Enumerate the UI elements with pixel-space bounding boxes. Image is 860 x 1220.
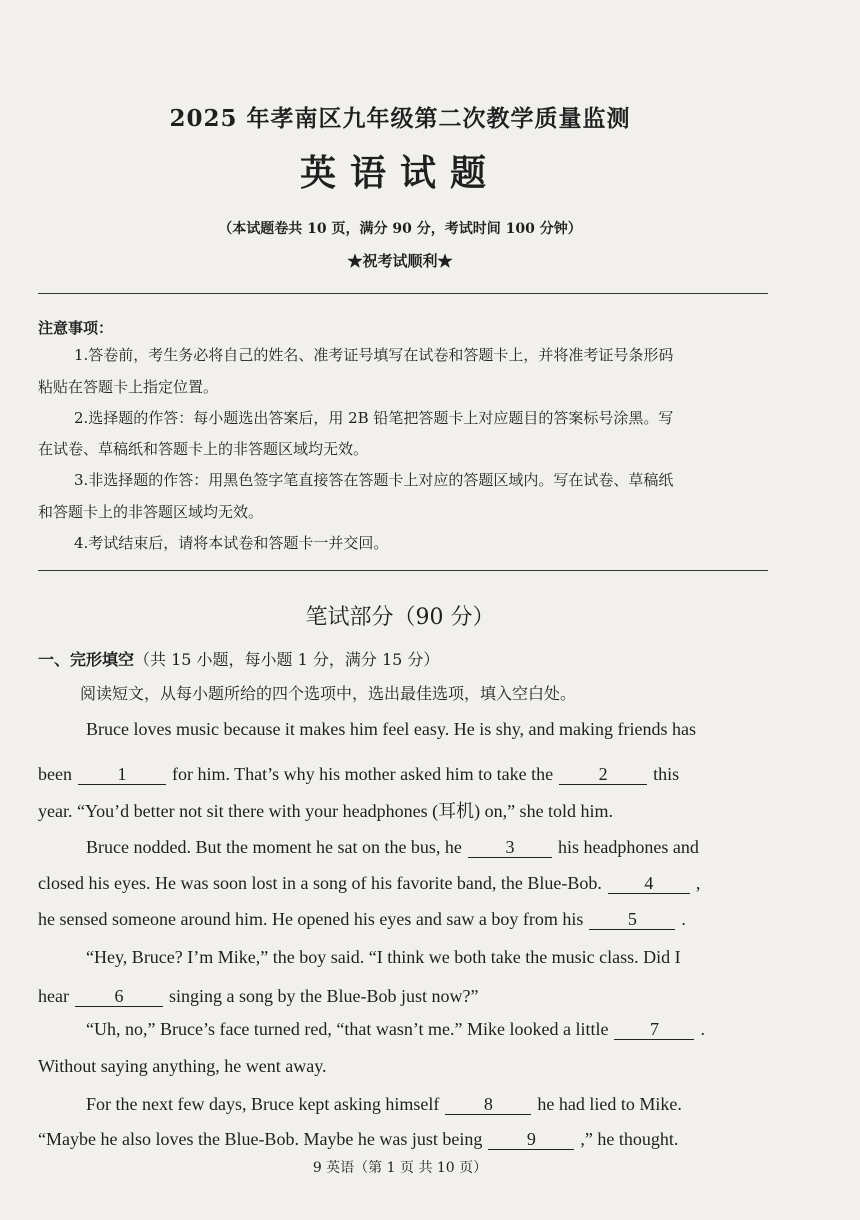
passage-text: For the next few days, Bruce kept asking himself <box>86 1094 440 1114</box>
passage-line-12 <box>38 1128 678 1150</box>
blank-9: 9 <box>488 1129 574 1150</box>
part-heading <box>38 650 439 670</box>
passage-text: his headphones and <box>557 837 699 857</box>
passage-text: hear <box>38 986 69 1006</box>
section-title: 笔试部分（90 分） <box>305 605 495 630</box>
passage-line-11 <box>86 1093 682 1115</box>
blank-1: 1 <box>78 764 166 785</box>
notes-heading: 注意事项： <box>38 319 114 337</box>
note-2-line-2: 在试卷、草稿纸和答题卡上的非答题区域均无效。 <box>38 440 369 458</box>
passage-text: . <box>700 1019 705 1039</box>
passage-line-3: year. “You’d better not sit there with your headphones (耳机) on,” she told him. <box>38 801 614 821</box>
passage-line-6 <box>38 908 686 930</box>
passage-text: , <box>695 873 701 893</box>
subject-title: 英语试题 <box>299 152 500 194</box>
blank-6: 6 <box>75 986 163 1007</box>
passage-line-2 <box>38 763 679 785</box>
blank-8: 8 <box>445 1094 531 1115</box>
blank-5: 5 <box>589 909 675 930</box>
passage-text: for him. That’s why his mother asked him to take the <box>171 764 554 784</box>
passage-text: he sensed someone around him. He opened his eyes and saw a boy from his <box>38 909 584 929</box>
passage-line-7: “Hey, Bruce? I’m Mike,” the boy said. “I think we both take the music class. Did I <box>86 947 681 967</box>
passage-line-4 <box>86 836 699 858</box>
passage-text: “Maybe he also loves the Blue-Bob. Maybe he was just being <box>38 1129 483 1149</box>
note-3-line-1: 3.非选择题的作答：用黑色签字笔直接答在答题卡上对应的答题区域内。写在试卷、草稿纸 <box>74 471 674 489</box>
passage-text: been <box>38 764 72 784</box>
passage-text: ,” he thought. <box>580 1129 679 1149</box>
passage-text: Bruce nodded. But the moment he sat on the bus, he <box>86 837 462 857</box>
passage-text: this <box>653 764 680 784</box>
note-2-line-1: 2.选择题的作答：每小题选出答案后，用 2B 铅笔把答题卡上对应题目的答案标号涂黑。写 <box>74 409 674 427</box>
instruction: 阅读短文，从每小题所给的四个选项中，选出最佳选项，填入空白处。 <box>80 684 577 703</box>
passage-line-1: Bruce loves music because it makes him feel easy. He is shy, and making friends has <box>86 719 696 739</box>
passage-text: he had lied to Mike. <box>537 1094 682 1114</box>
bottom-divider <box>38 570 768 571</box>
note-3-line-2: 和答题卡上的非答题区域均无效。 <box>38 503 264 521</box>
passage-line-9 <box>86 1018 705 1040</box>
passage-line-8 <box>38 985 478 1007</box>
blank-4: 4 <box>608 873 690 894</box>
note-1-line-1: 1.答卷前，考生务必将自己的姓名、准考证号填写在试卷和答题卡上，并将准考证号条形码 <box>74 346 674 364</box>
passage-text: . <box>681 909 686 929</box>
part-detail: （共 15 小题，每小题 1 分，满分 15 分） <box>134 650 440 669</box>
exam-info: （本试题卷共 10 页，满分 90 分，考试时间 100 分钟） <box>218 221 582 237</box>
note-4: 4.考试结束后，请将本试卷和答题卡一并交回。 <box>74 534 389 552</box>
good-luck-line: ★祝考试顺利★ <box>347 252 453 270</box>
passage-line-5 <box>38 872 700 894</box>
passage-text: singing a song by the Blue-Bob just now?” <box>168 986 479 1006</box>
page-footer: 9 英语（第 1 页 共 10 页） <box>312 1160 488 1176</box>
blank-7: 7 <box>614 1019 694 1040</box>
blank-2: 2 <box>559 764 647 785</box>
blank-3: 3 <box>468 837 552 858</box>
top-divider <box>38 293 768 294</box>
passage-text: closed his eyes. He was soon lost in a song of his favorite band, the Blue-Bob. <box>38 873 602 893</box>
passage-text: “Uh, no,” Bruce’s face turned red, “that wasn’t me.” Mike looked a little <box>86 1019 609 1039</box>
exam-title: 2025 年孝南区九年级第二次教学质量监测 <box>169 105 631 132</box>
note-1-line-2: 粘贴在答题卡上指定位置。 <box>38 378 219 396</box>
part-label: 一、完形填空 <box>38 650 135 669</box>
passage-line-10: Without saying anything, he went away. <box>38 1056 327 1076</box>
